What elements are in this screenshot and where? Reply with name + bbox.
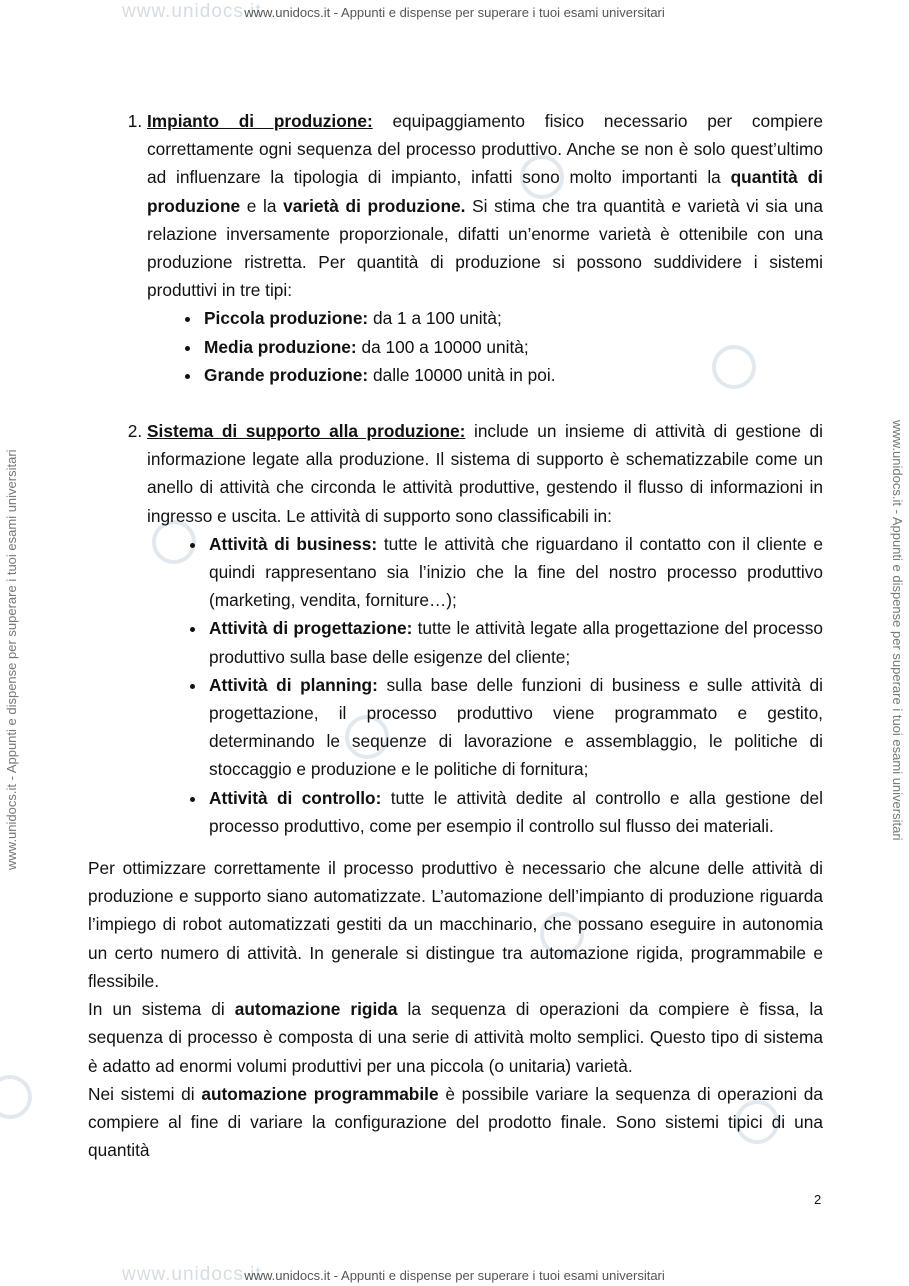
- bold-term: automazione programmabile: [201, 1083, 439, 1104]
- bullet-item: [207, 614, 823, 670]
- watermark-right: www.unidocs.it - Appunti e dispense per superare i tuoi esami universitari: [890, 420, 905, 841]
- watermark-ghost-top: www.unidocs.it: [122, 1, 262, 22]
- item-title: Sistema di supporto alla produzione:: [147, 421, 466, 442]
- bullet-text: da 1 a 100 unità;: [368, 308, 502, 329]
- bullet-term: Media produzione:: [204, 336, 357, 357]
- bullet-text: dalle 10000 unità in poi.: [368, 364, 556, 385]
- watermark-footer: www.unidocs.it - Appunti e dispense per superare i tuoi esami universitari: [244, 1268, 665, 1283]
- item-text: e la: [240, 195, 284, 216]
- page-number: 2: [814, 1192, 822, 1207]
- paragraph-text: In un sistema di: [88, 999, 235, 1020]
- item-text: Si stima che tra quantità e varietà vi sia una relazione inversamente proporzionale, difatti un’enorme varietà è ottenibile con una produzione ristretta. Per quantità di produzione si possono suddividere i sistemi produttivi in tre tipi:: [147, 195, 823, 301]
- bullet-item: [207, 784, 823, 840]
- bullet-term: Attività di progettazione:: [209, 618, 413, 639]
- bullet-item: [202, 333, 823, 361]
- watermark-ghost-bottom: www.unidocs.it: [122, 1264, 262, 1285]
- bullet-item: [207, 671, 823, 784]
- item-text: include un insieme di attività di gestione di informazione legate alla produzione. Il sistema di supporto è schematizzabile come un anello di attività che circonda le attività produttive, gestendo il flusso di informazioni in ingresso e uscita. Le attività di supporto sono classificabili in:: [147, 421, 823, 526]
- bold-term: quantità di produzione: [147, 167, 823, 216]
- bullet-text: da 100 a 10000 unità;: [356, 336, 529, 357]
- list-item-sistema-supporto: [147, 417, 823, 840]
- paragraph-text: è possibile variare la sequenza di operazioni da compiere al fine di variare la configurazione del prodotto finale. Sono sistemi tipici di una quantità: [88, 1083, 823, 1161]
- paragraph-automazione-programmabile: [88, 1080, 823, 1165]
- watermark-left: www.unidocs.it - Appunti e dispense per superare i tuoi esami universitari: [4, 449, 19, 870]
- bullet-text: tutte le attività legate alla progettazione del processo produttivo sulla base delle esigenze del cliente;: [209, 618, 824, 667]
- bold-term: varietà di produzione.: [283, 195, 466, 216]
- bullet-item: [202, 304, 823, 332]
- bullet-item: [207, 530, 823, 615]
- bullet-list: [147, 530, 823, 840]
- item-text: equipaggiamento fisico necessario per compiere correttamente ogni sequenza del processo produttivo. Anche se non è solo quest’ultimo ad influenzare la tipologia di impianto, infatti sono molto importanti la: [147, 111, 823, 188]
- paragraph-ottimizzare: Per ottimizzare correttamente il processo produttivo è necessario che alcune delle attività di produzione e supporto siano automatizzate. L’automazione dell’impianto di produzione riguarda l’impiego di robot automatizzati gestiti da un macchinario, che possano eseguire in autonomia un certo numero di attività. In generale si distingue tra automazione rigida, programmabile e flessibile.: [88, 858, 823, 991]
- bold-term: automazione rigida: [234, 999, 398, 1020]
- bullet-term: Attività di business:: [209, 533, 378, 554]
- bullet-text: tutte le attività che riguardano il contatto con il cliente e quindi rappresentano sia l’inizio che la fine del nostro processo produttivo (marketing, vendita, forniture…);: [209, 533, 823, 611]
- bullet-term: Grande produzione:: [204, 364, 369, 385]
- bullet-item: [202, 361, 823, 389]
- bullet-list: [147, 304, 823, 389]
- document-body: [88, 107, 823, 1164]
- bullet-term: Attività di planning:: [209, 674, 378, 695]
- paragraph-text: Nei sistemi di: [88, 1083, 202, 1104]
- item-title: Impianto di produzione:: [147, 111, 373, 131]
- bullet-text: tutte le attività dedite al controllo e alla gestione del processo produttivo, come per esempio il controllo sul flusso dei materiali.: [209, 787, 823, 836]
- body-paragraphs: [88, 854, 823, 1164]
- paragraph-text: la sequenza di operazioni da compiere è fissa, la sequenza di processo è composta di una serie di attività molto semplici. Questo tipo di sistema è adatto ad enormi volumi produttivi per una piccola (o unitaria) varietà.: [88, 999, 823, 1076]
- numbered-list: [88, 107, 823, 840]
- bullet-text: sulla base delle funzioni di business e sulle attività di progettazione, il processo produttivo viene programmato e gestito, determinando le sequenze di lavorazione e assemblaggio, le politiche di stoccaggio e produzione e le politiche di fornitura;: [209, 674, 824, 780]
- list-item-impianto: [147, 107, 823, 389]
- watermark-logo-icon: [0, 1075, 32, 1119]
- bullet-term: Attività di controllo:: [209, 787, 382, 808]
- bullet-term: Piccola produzione:: [204, 308, 369, 329]
- watermark-header: www.unidocs.it - Appunti e dispense per superare i tuoi esami universitari: [244, 5, 665, 20]
- paragraph-automazione-rigida: [88, 995, 823, 1080]
